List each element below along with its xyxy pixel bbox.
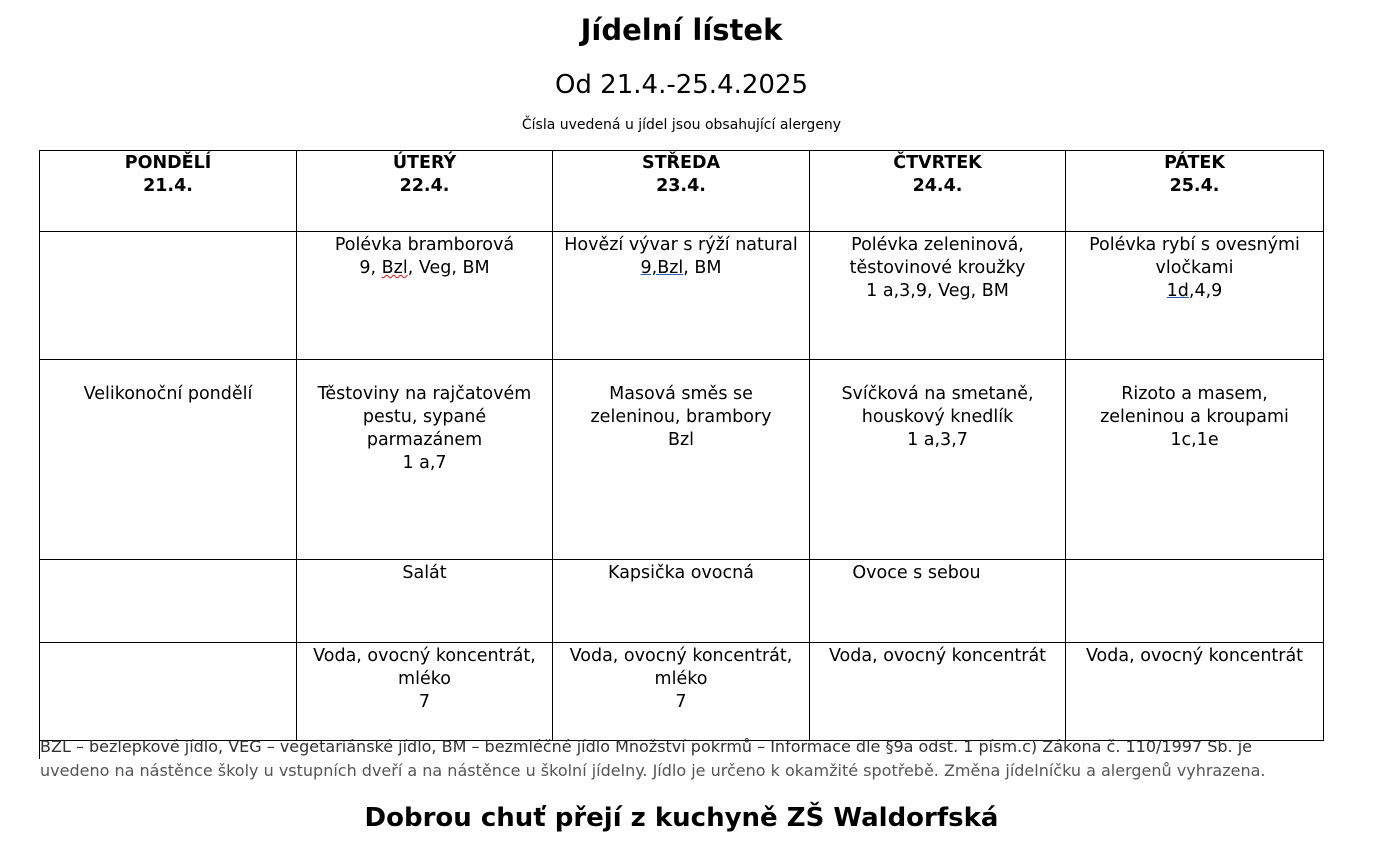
main-friday	[1066, 360, 1324, 560]
spellcheck-word: Bzl	[381, 258, 408, 278]
allergen-text: , BM	[683, 258, 722, 278]
drink-name: Voda, ovocný koncentrát,	[569, 646, 793, 666]
main-allergens: 1 a,7	[402, 453, 447, 473]
drink-name: Voda, ovocný koncentrát	[828, 646, 1047, 666]
allergen-text: ,4,9	[1188, 281, 1223, 301]
day-name: STŘEDA	[641, 153, 721, 173]
drink-friday	[1066, 643, 1324, 741]
main-course-row	[40, 360, 1324, 560]
soup-tuesday	[297, 232, 553, 360]
main-allergens: 1 a,3,7	[907, 430, 968, 450]
underlined-text: 1d	[1166, 281, 1189, 301]
main-allergens: 1c,1e	[1170, 430, 1219, 450]
main-name: Svíčková na smetaně,	[841, 384, 1034, 404]
day-date: 25.4.	[1169, 176, 1220, 196]
extra-item: Salát	[402, 563, 447, 583]
main-thursday	[810, 360, 1066, 560]
allergen-text: , Veg, BM	[407, 258, 490, 278]
soup-name: Polévka zeleninová,	[851, 235, 1024, 255]
soup-allergens	[557, 257, 805, 280]
main-name: Těstoviny na rajčatovém	[317, 384, 532, 404]
extra-item: Kapsička ovocná	[608, 563, 754, 583]
day-name: PONDĚLÍ	[124, 153, 212, 173]
main-name-cont: zeleninou a kroupami	[1100, 407, 1289, 427]
soup-name: Hovězí vývar s rýží natural	[564, 235, 798, 255]
extra-friday	[1066, 560, 1324, 643]
main-name: Rizoto a masem,	[1121, 384, 1268, 404]
day-name: ÚTERÝ	[392, 153, 457, 173]
extra-thursday	[810, 560, 1066, 643]
day-header-wednesday	[553, 151, 810, 232]
main-name-cont: parmazánem	[366, 430, 483, 450]
menu-table	[39, 150, 1324, 741]
drink-allergens: 7	[675, 692, 687, 712]
soup-name: Polévka bramborová	[334, 235, 515, 255]
page-title: Jídelní lístek	[580, 13, 783, 47]
soup-name-cont: vločkami	[1155, 258, 1234, 278]
holiday-label: Velikonoční pondělí	[83, 384, 253, 404]
drink-name-cont: mléko	[654, 669, 708, 689]
day-header-monday	[40, 151, 297, 232]
drink-monday	[40, 643, 297, 741]
legend-line-1: BZL – bezlepkové jídlo, VEG – vegetariánské jídlo, BM – bezmléčné jídlo Množství pokrmů – Informace dle §9a odst. 1 písm.c) Zákona č. 110/1997 Sb. je	[39, 735, 1330, 759]
main-wednesday	[553, 360, 810, 560]
extra-row	[40, 560, 1324, 643]
main-monday	[40, 360, 297, 560]
extra-monday	[40, 560, 297, 643]
header-row	[40, 151, 1324, 232]
day-date: 23.4.	[656, 176, 706, 196]
drink-thursday	[810, 643, 1066, 741]
extra-wednesday	[553, 560, 810, 643]
main-name-cont: zeleninou, brambory	[590, 407, 772, 427]
day-date: 21.4.	[143, 176, 193, 196]
day-header-thursday	[810, 151, 1066, 232]
legend-paragraph[interactable]	[40, 735, 1330, 783]
soup-allergens: 1 a,3,9, Veg, BM	[866, 281, 1009, 301]
extra-tuesday	[297, 560, 553, 643]
soup-thursday	[810, 232, 1066, 360]
main-name-cont: pestu, sypané	[362, 407, 487, 427]
day-name: PÁTEK	[1164, 153, 1225, 173]
drink-name: Voda, ovocný koncentrát	[1085, 646, 1304, 666]
drink-row	[40, 643, 1324, 741]
soup-name: Polévka rybí s ovesnými	[1089, 235, 1300, 255]
soup-name-cont: těstovinové kroužky	[849, 258, 1026, 278]
drink-tuesday	[297, 643, 553, 741]
soup-row	[40, 232, 1324, 360]
soup-allergens	[301, 257, 548, 280]
drink-name: Voda, ovocný koncentrát,	[313, 646, 536, 666]
soup-friday	[1066, 232, 1324, 360]
underlined-text: 9,Bzl	[640, 258, 684, 278]
main-tuesday	[297, 360, 553, 560]
extra-item: Ovoce s sebou	[852, 563, 981, 583]
day-name: ČTVRTEK	[893, 153, 982, 173]
day-date: 22.4.	[399, 176, 450, 196]
legend-line-2: uvedeno na nástěnce školy u vstupních dveří a na nástěnce u školní jídelny. Jídlo je určeno k okamžité spotřebě. Změna jídelníčku a alergenů vyhrazena.	[40, 761, 1266, 780]
drink-name-cont: mléko	[398, 669, 451, 689]
soup-allergens	[1070, 280, 1319, 303]
soup-monday	[40, 232, 297, 360]
date-range: Od 21.4.-25.4.2025	[554, 70, 809, 100]
soup-wednesday	[553, 232, 810, 360]
day-header-tuesday	[297, 151, 553, 232]
main-allergens: Bzl	[667, 430, 695, 450]
day-header-friday	[1066, 151, 1324, 232]
drink-allergens: 7	[418, 692, 431, 712]
footer-greeting: Dobrou chuť přejí z kuchyně ZŠ Waldorfská	[364, 803, 999, 833]
day-date: 24.4.	[912, 176, 963, 196]
allergen-note: Čísla uvedená u jídel jsou obsahující alergeny	[521, 117, 842, 133]
main-name: Masová směs se	[609, 384, 753, 404]
drink-wednesday	[553, 643, 810, 741]
allergen-text: 9,	[359, 258, 382, 278]
main-name-cont: houskový knedlík	[861, 407, 1014, 427]
